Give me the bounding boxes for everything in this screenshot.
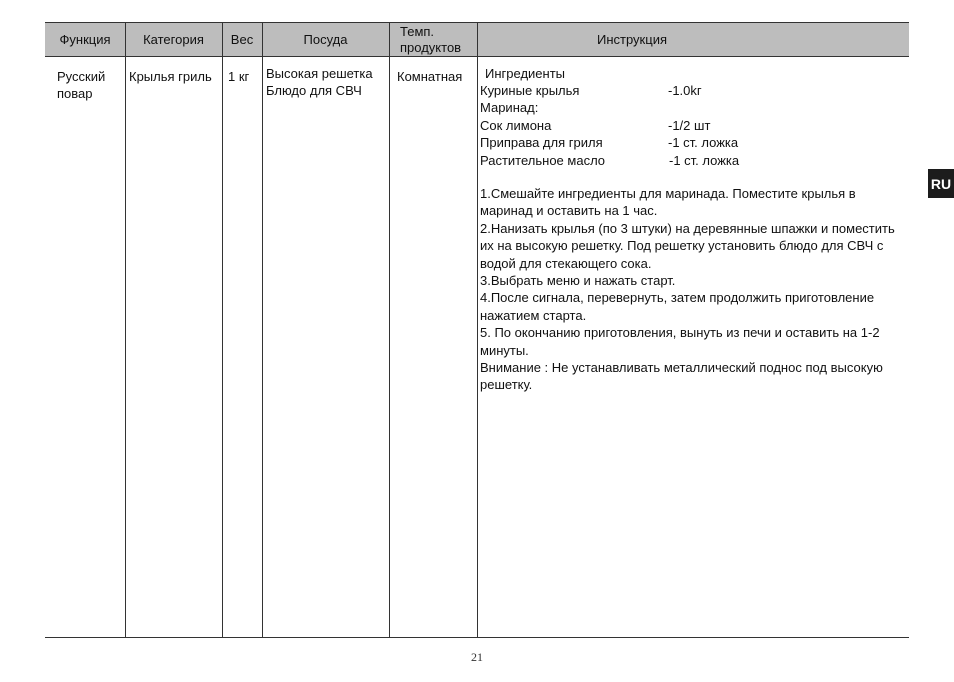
function-line2: повар — [57, 86, 93, 101]
header-instruction: Инструкция — [597, 31, 667, 47]
ingredient-row — [480, 152, 900, 169]
ingredient-qty: -1/2 шт — [668, 117, 711, 133]
ingredient-name: Приправа для гриля — [480, 135, 603, 151]
warning-note: Внимание : Не устанавливать металлический поднос под высокую решетку. — [480, 360, 883, 393]
ingredient-name: Растительное масло — [480, 152, 606, 168]
instruction-step: 1.Смешайте ингредиенты для маринада. Поместите крылья в маринад и оставить на 1 час. — [480, 186, 856, 219]
instruction-step: 5. По окончанию приготовления, вынуть из печи и оставить на 1-2 минуты. — [480, 325, 880, 358]
instruction-step: 4.После сигнала, перевернуть, затем продолжить приготовление нажатием старта. — [480, 290, 875, 323]
header-temperature — [400, 23, 477, 56]
ingredient-qty: -1 ст. ложка — [668, 135, 739, 151]
header-function: Функция — [59, 31, 111, 47]
cell-category: Крылья гриль — [129, 69, 212, 84]
ingredient-name: Куриные крылья — [480, 83, 580, 98]
ingredient-qty: -1.0kг — [668, 83, 702, 98]
dishware-line1: Высокая решетка — [266, 66, 373, 81]
ingredients-title: Ингредиенты — [485, 66, 565, 81]
ingredient-qty: -1 ст. ложка — [669, 152, 740, 168]
header-weight: Вес — [230, 31, 254, 47]
dishware-line2: Блюдо для СВЧ — [266, 83, 362, 98]
header-category: Категория — [143, 31, 204, 47]
cell-temperature: Комнатная — [397, 69, 463, 84]
instruction-step: 3.Выбрать меню и нажать старт. — [480, 273, 676, 289]
page-number: 21 — [471, 650, 483, 664]
column-divider — [477, 23, 478, 637]
ingredient-row — [480, 99, 900, 116]
ingredient-row — [480, 117, 900, 134]
ingredient-row — [480, 82, 900, 99]
column-divider — [262, 23, 263, 637]
function-line1: Русский — [57, 69, 106, 84]
ingredient-name: Маринад: — [480, 100, 539, 116]
instruction-steps — [480, 185, 905, 394]
column-divider — [125, 23, 126, 637]
recipe-table — [45, 22, 909, 638]
language-tab: RU — [928, 169, 954, 198]
cell-weight: 1 кг — [228, 69, 250, 84]
header-dishware: Посуда — [303, 31, 348, 47]
ingredient-name: Сок лимона — [480, 117, 552, 133]
header-temperature-line1: Темп. — [400, 23, 435, 39]
column-divider — [389, 23, 390, 637]
cell-function — [57, 68, 105, 102]
header-temperature-line2: продуктов — [400, 39, 462, 55]
ingredient-row — [480, 134, 900, 151]
column-divider — [222, 23, 223, 637]
instruction-step: 2.Нанизать крылья (по 3 штуки) на деревянные шпажки и поместить их на высокую решетку. Под решетку установить блюдо для СВЧ с водой для стекающего сока. — [480, 220, 895, 271]
ingredients-list — [480, 82, 900, 169]
cell-dishware — [266, 65, 373, 99]
